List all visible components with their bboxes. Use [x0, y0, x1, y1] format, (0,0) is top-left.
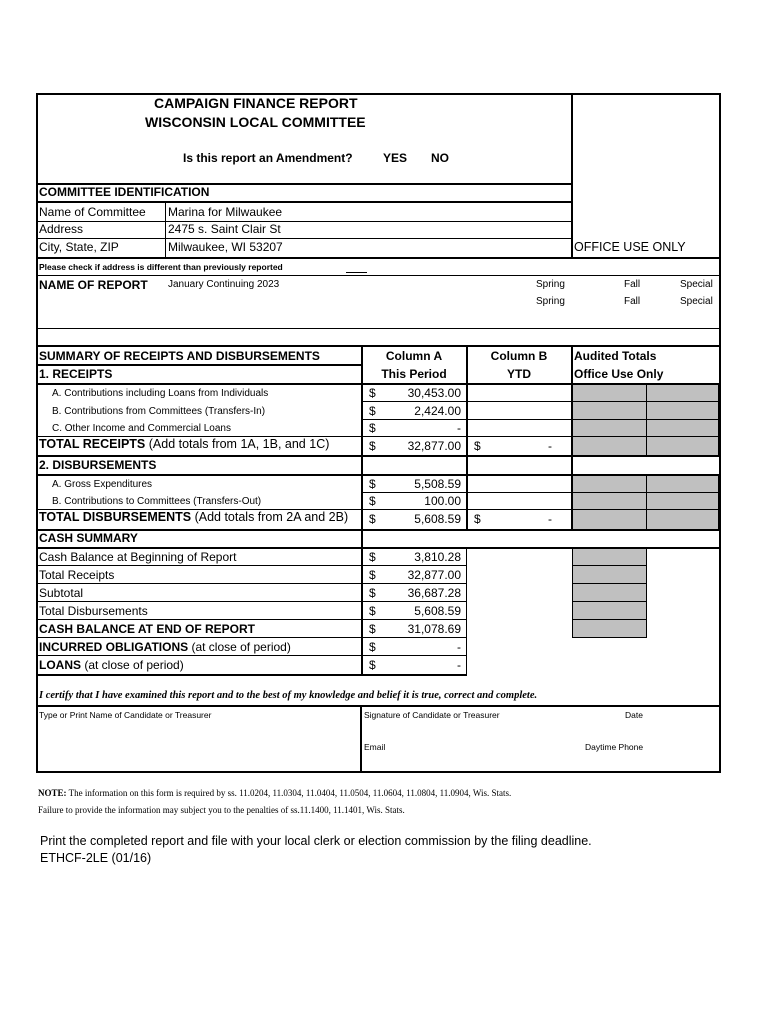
- report-special-1[interactable]: Special: [680, 279, 713, 290]
- col-a-title: Column A: [385, 349, 443, 363]
- cash-begin-value[interactable]: 3,810.28: [414, 550, 461, 564]
- divider: [36, 221, 573, 222]
- total-disb-b-dollar: $: [474, 512, 481, 526]
- office-use-cell: [646, 419, 719, 437]
- penalty-line: Failure to provide the information may subject you to the penalties of ss.11.1400, 11.1401, Wis. Stats.: [38, 805, 405, 815]
- cash-end-label: CASH BALANCE AT END OF REPORT: [39, 622, 255, 636]
- name-print-label: Type or Print Name of Candidate or Treasurer: [39, 710, 212, 720]
- report-spring-1[interactable]: Spring: [536, 279, 565, 290]
- divider: [36, 565, 467, 566]
- divider: [36, 583, 467, 584]
- disb-a-label: A. Gross Expenditures: [52, 479, 153, 490]
- report-spring-2[interactable]: Spring: [536, 296, 565, 307]
- cash-begin-dollar: $: [369, 550, 376, 564]
- col-b-subtitle: YTD: [507, 367, 531, 381]
- divider: [36, 364, 363, 366]
- disbursements-heading: 2. DISBURSEMENTS: [39, 458, 157, 472]
- total-receipts-b[interactable]: -: [548, 439, 552, 453]
- office-use-cell: [572, 509, 647, 530]
- divider: [36, 201, 573, 203]
- audited-title: Audited Totals: [574, 349, 657, 363]
- audited-subtitle: Office Use Only: [574, 367, 664, 381]
- col-a-subtitle: This Period: [381, 367, 447, 381]
- office-use-cell: [572, 619, 647, 638]
- cash-end-dollar: $: [369, 622, 376, 636]
- amendment-yes[interactable]: YES: [383, 151, 408, 165]
- cash-subtotal-label: Subtotal: [39, 586, 84, 600]
- office-use-cell: [646, 492, 719, 510]
- office-use-cell: [572, 419, 647, 437]
- report-fall-2[interactable]: Fall: [624, 296, 641, 307]
- office-use-cell: [572, 565, 647, 584]
- title-line-2: WISCONSIN LOCAL COMMITTEE: [145, 114, 366, 130]
- divider: [36, 601, 467, 602]
- disb-b-dollar: $: [369, 494, 376, 508]
- cash-receipts-label: Total Receipts: [39, 568, 115, 582]
- office-use-divider: [571, 93, 573, 258]
- phone-label: Daytime Phone: [585, 742, 644, 752]
- cash-subtotal-dollar: $: [369, 586, 376, 600]
- note-line: NOTE: The information on this form is required by ss. 11.0204, 11.0304, 11.0404, 11.0504, 11.0604, 11.0804, 11.0904, Wis. Stats.: [38, 788, 512, 798]
- committee-section-title: COMMITTEE IDENTIFICATION: [39, 185, 210, 199]
- email-label: Email: [364, 742, 386, 752]
- office-use-cell: [572, 548, 647, 566]
- committee-city-value[interactable]: Milwaukee, WI 53207: [168, 240, 283, 254]
- divider: [36, 238, 573, 239]
- divider: [466, 548, 467, 676]
- amendment-no[interactable]: NO: [431, 151, 449, 165]
- receipt-a-dollar: $: [369, 386, 376, 400]
- divider: [360, 706, 362, 772]
- summary-title: SUMMARY OF RECEIPTS AND DISBURSEMENTS: [39, 349, 320, 363]
- divider: [362, 419, 572, 420]
- committee-name-value[interactable]: Marina for Milwaukee: [168, 205, 283, 219]
- divider: [36, 345, 721, 347]
- cash-disb-label: Total Disbursements: [39, 604, 148, 618]
- form-id: ETHCF-2LE (01/16): [40, 851, 152, 865]
- address-change-note: Please check if address is different than previously reported: [39, 262, 283, 272]
- cash-begin-label: Cash Balance at Beginning of Report: [39, 550, 237, 564]
- total-receipts-a[interactable]: 32,877.00: [407, 439, 461, 453]
- office-use-cell: [572, 384, 647, 402]
- total-disb-label: TOTAL DISBURSEMENTS (Add totals from 2A and 2B): [39, 510, 349, 524]
- report-name-value[interactable]: January Continuing 2023: [168, 279, 280, 290]
- divider: [36, 275, 721, 276]
- loans-value[interactable]: -: [457, 658, 461, 672]
- report-name-label: NAME OF REPORT: [39, 278, 148, 292]
- cash-disb-dollar: $: [369, 604, 376, 618]
- report-special-2[interactable]: Special: [680, 296, 713, 307]
- office-use-cell: [572, 436, 647, 456]
- divider: [362, 492, 572, 493]
- office-use-cell: [572, 583, 647, 602]
- certify-statement: I certify that I have examined this report and to the best of my knowledge and belief it is true, correct and complete.: [39, 690, 538, 701]
- address-change-checkbox[interactable]: [346, 272, 367, 273]
- cash-end-value[interactable]: 31,078.69: [407, 622, 461, 636]
- divider: [36, 619, 467, 620]
- incurred-value[interactable]: -: [457, 640, 461, 654]
- disb-b-value[interactable]: 100.00: [424, 494, 461, 508]
- committee-address-label: Address: [39, 222, 84, 236]
- divider: [362, 401, 572, 402]
- committee-name-label: Name of Committee: [39, 205, 146, 219]
- divider: [36, 328, 721, 329]
- office-use-label: OFFICE USE ONLY: [574, 240, 686, 254]
- incurred-label: INCURRED OBLIGATIONS (at close of period): [39, 640, 291, 654]
- divider: [36, 705, 721, 707]
- print-instruction: Print the completed report and file with your local clerk or election commission by the filing deadline.: [40, 834, 592, 848]
- receipt-b-label: B. Contributions from Committees (Transfers-In): [52, 406, 266, 417]
- office-use-cell: [646, 384, 719, 402]
- committee-city-label: City, State, ZIP: [39, 240, 119, 254]
- divider: [36, 674, 467, 676]
- receipt-c-value[interactable]: -: [457, 421, 461, 435]
- office-use-cell: [646, 509, 719, 530]
- divider: [36, 257, 721, 259]
- office-use-cell: [572, 475, 647, 493]
- disb-a-value[interactable]: 5,508.59: [414, 477, 461, 491]
- cash-subtotal-value[interactable]: 36,687.28: [407, 586, 461, 600]
- disb-a-dollar: $: [369, 477, 376, 491]
- receipt-b-value[interactable]: 2,424.00: [414, 404, 461, 418]
- office-use-cell: [646, 475, 719, 493]
- cash-receipts-value[interactable]: 32,877.00: [407, 568, 461, 582]
- divider: [165, 202, 166, 257]
- col-b-title: Column B: [490, 349, 548, 363]
- office-use-cell: [646, 401, 719, 420]
- office-use-cell: [572, 601, 647, 620]
- receipt-a-label: A. Contributions including Loans from Individuals: [52, 388, 269, 399]
- disb-b-label: B. Contributions to Committees (Transfers-Out): [52, 496, 262, 507]
- total-receipts-b-dollar: $: [474, 439, 481, 453]
- incurred-dollar: $: [369, 640, 376, 654]
- office-use-cell: [572, 401, 647, 420]
- receipt-a-value[interactable]: 30,453.00: [407, 386, 461, 400]
- cash-receipts-dollar: $: [369, 568, 376, 582]
- title-line-1: CAMPAIGN FINANCE REPORT: [154, 95, 358, 111]
- office-use-cell: [572, 492, 647, 510]
- cash-disb-value[interactable]: 5,608.59: [414, 604, 461, 618]
- divider: [36, 637, 467, 638]
- loans-dollar: $: [369, 658, 376, 672]
- total-disb-dollar: $: [369, 512, 376, 526]
- total-receipts-label: TOTAL RECEIPTS (Add totals from 1A, 1B, and 1C): [39, 437, 330, 451]
- receipts-heading: 1. RECEIPTS: [39, 367, 113, 381]
- committee-address-value[interactable]: 2475 s. Saint Clair St: [168, 222, 281, 236]
- signature-label: Signature of Candidate or Treasurer: [364, 710, 500, 720]
- office-use-cell: [646, 436, 719, 456]
- report-fall-1[interactable]: Fall: [624, 279, 641, 290]
- total-disb-a[interactable]: 5,608.59: [414, 512, 461, 526]
- cash-summary-heading: CASH SUMMARY: [39, 531, 138, 545]
- total-disb-b[interactable]: -: [548, 512, 552, 526]
- receipt-c-label: C. Other Income and Commercial Loans: [52, 423, 231, 434]
- divider: [36, 655, 467, 656]
- loans-label: LOANS (at close of period): [39, 658, 184, 672]
- receipt-b-dollar: $: [369, 404, 376, 418]
- total-receipts-dollar: $: [369, 439, 376, 453]
- receipt-c-dollar: $: [369, 421, 376, 435]
- date-label: Date: [625, 710, 643, 720]
- amendment-question: Is this report an Amendment?: [183, 151, 353, 165]
